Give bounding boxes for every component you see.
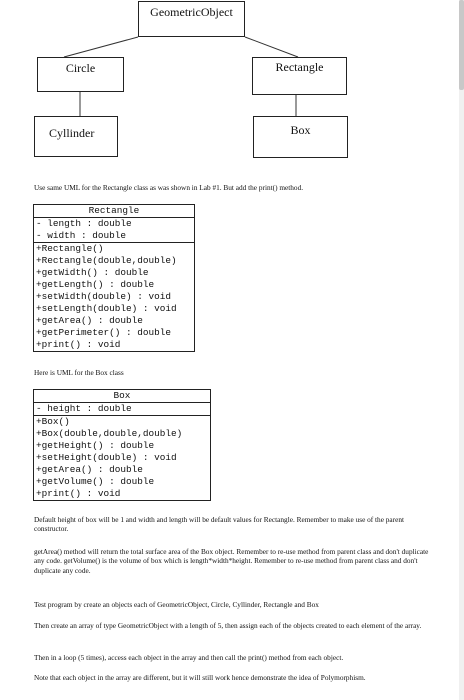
array-text: Then create an array of type GeometricObject with a length of 5, then assign each of the objects created to each element of the array. xyxy=(34,621,422,630)
rectangle-method: +setWidth(double) : void xyxy=(36,291,172,302)
box-uml-fields xyxy=(34,403,210,416)
rectangle-box xyxy=(252,57,347,95)
rectangle-method: +Rectangle() xyxy=(36,243,104,254)
box-method: +Box() xyxy=(36,416,70,427)
circle-box xyxy=(37,57,124,92)
loop-text: Then in a loop (5 times), access each object in the array and then call the print() method from each object. xyxy=(34,653,344,662)
box-class-box xyxy=(253,116,348,158)
rectangle-label: Rectangle xyxy=(275,60,324,74)
intro-text: Use same UML for the Rectangle class as was shown in Lab #1. But add the print() method. xyxy=(34,183,304,192)
rectangle-method: +Rectangle(double,double) xyxy=(36,255,177,266)
cyllinder-box xyxy=(34,116,118,157)
vertical-scrollbar[interactable] xyxy=(459,0,464,700)
scrollbar-thumb[interactable] xyxy=(459,0,464,90)
box-method: +getVolume() : double xyxy=(36,476,155,487)
rectangle-method: +getWidth() : double xyxy=(36,267,149,278)
box-field: - height : double xyxy=(36,403,132,414)
cyllinder-label: Cyllinder xyxy=(49,126,95,140)
defaults-text: Default height of box will be 1 and width and length will be default values for Rectangle. Remember to make use of the parent constructor. xyxy=(34,515,405,534)
rectangle-uml xyxy=(33,204,195,352)
rectangle-method: +setLength(double) : void xyxy=(36,303,177,314)
box-method: +Box(double,double,double) xyxy=(36,428,183,439)
box-intro-text: Here is UML for the Box class xyxy=(34,368,124,377)
rectangle-uml-fields xyxy=(34,218,194,243)
rectangle-method: +getPerimeter() : double xyxy=(36,327,172,338)
box-uml-title: Box xyxy=(34,390,210,403)
box-method: +getHeight() : double xyxy=(36,440,155,451)
box-method: +getArea() : double xyxy=(36,464,143,475)
connector-geometric-rectangle xyxy=(245,37,298,57)
rectangle-method: +getArea() : double xyxy=(36,315,143,326)
rectangle-field: - length : double xyxy=(36,218,132,229)
box-method: +print() : void xyxy=(36,488,121,499)
rectangle-method: +getLength() : double xyxy=(36,279,155,290)
geometric-object-label: GeometricObject xyxy=(150,5,233,19)
geometric-object-box xyxy=(138,1,245,37)
methods-text: getArea() method will return the total surface area of the Box object. Remember to re-use method from parent class and don't duplicate any code. getVolume() is the volume of box which is length*width*height. Remember to re-use method from parent class and don't duplicate any code. xyxy=(34,547,429,575)
rectangle-uml-methods xyxy=(34,243,194,351)
rectangle-field: - width : double xyxy=(36,230,127,241)
connector-geometric-circle xyxy=(64,37,138,57)
box-uml xyxy=(33,389,211,501)
rectangle-uml-title: Rectangle xyxy=(34,205,194,218)
box-label: Box xyxy=(290,123,311,137)
test-program-text: Test program by create an objects each of GeometricObject, Circle, Cyllinder, Rectangle and Box xyxy=(34,600,319,609)
circle-label: Circle xyxy=(65,61,96,75)
rectangle-method: +print() : void xyxy=(36,339,121,350)
box-uml-methods xyxy=(34,416,210,500)
note-text: Note that each object in the array are different, but it will still work hence demonstrate the idea of Polymorphism. xyxy=(34,673,366,682)
box-method: +setHeight(double) : void xyxy=(36,452,177,463)
